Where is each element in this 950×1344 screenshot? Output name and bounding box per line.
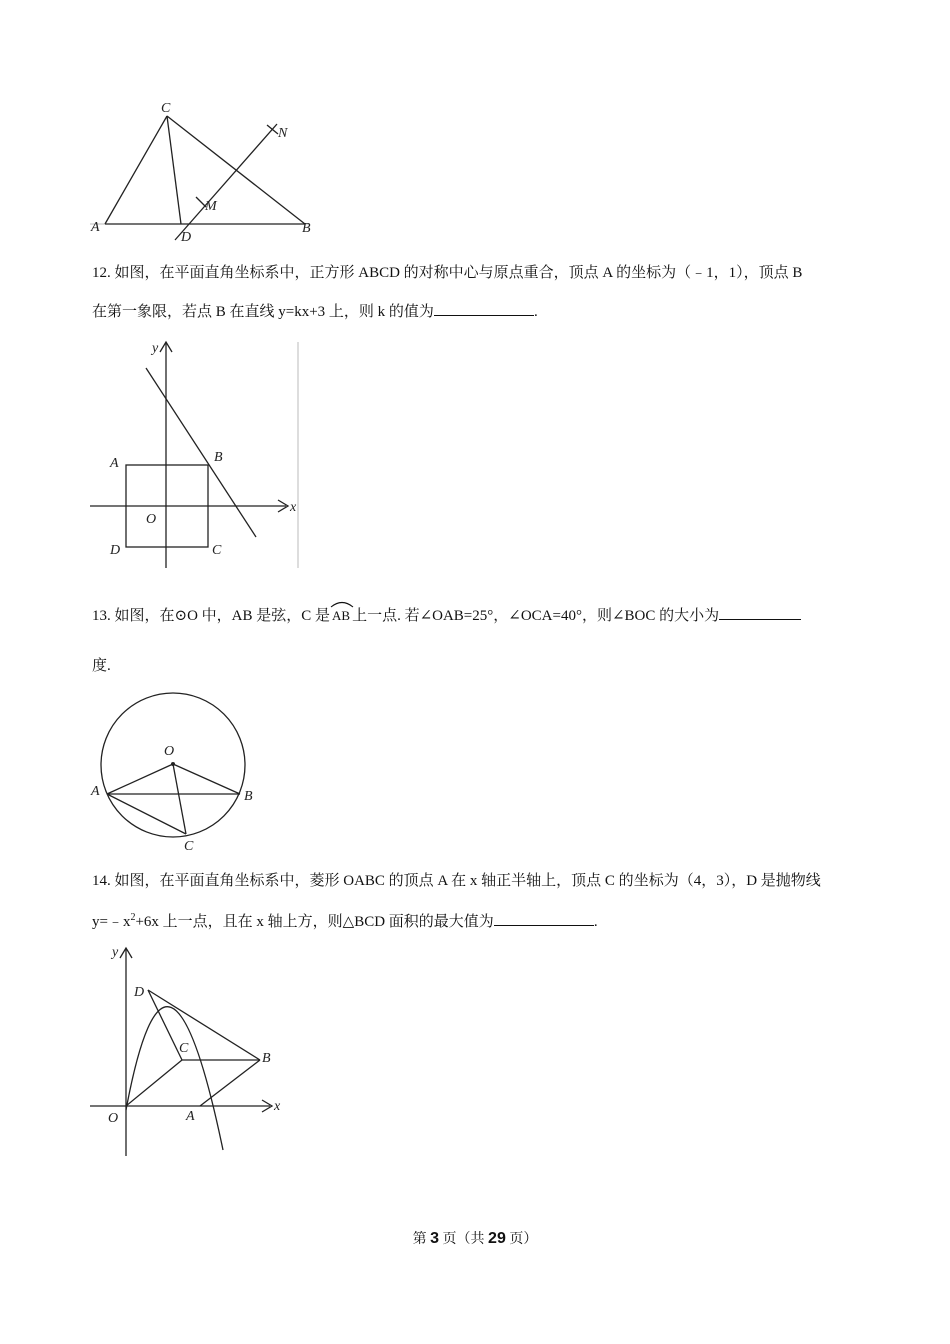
q12-period: . (533, 304, 538, 320)
q12-line2 (92, 300, 538, 322)
label-o: O (146, 512, 157, 527)
q14-text-a: y=﹣x (92, 914, 131, 930)
footer-mid: 页（共 (439, 1232, 489, 1247)
q13-line2: 度. (92, 658, 111, 674)
label-a: A (91, 784, 100, 799)
q14-exponent: 2 (130, 912, 136, 923)
label-o: O (164, 744, 175, 759)
label-c: C (161, 101, 171, 116)
label-b: B (262, 1051, 271, 1066)
figure-q13 (88, 690, 263, 855)
footer-post: 页） (505, 1232, 538, 1247)
label-d: D (134, 985, 145, 1000)
axis-x-label: x (274, 1099, 281, 1114)
label-c: C (179, 1041, 189, 1056)
circle-figure (88, 690, 263, 855)
q14-text-b: +6x 上一点，且在 x 轴上方，则△BCD 面积的最大值为 (135, 914, 494, 930)
figure-q11 (85, 100, 320, 250)
q14-line2 (92, 908, 598, 932)
label-n: N (278, 126, 288, 141)
label-b: B (244, 789, 253, 804)
triangle-figure (85, 100, 320, 250)
label-o: O (108, 1111, 119, 1126)
total-pages: 29 (488, 1230, 506, 1247)
page-footer (0, 1228, 950, 1248)
q12-text: 在第一象限，若点 B 在直线 y=kx+3 上，则 k 的值为 (92, 304, 434, 320)
figure-q14 (88, 940, 288, 1160)
q14-line1: 14. 如图，在平面直角坐标系中，菱形 OABC 的顶点 A 在 x 轴正半轴上，顶点 C 的坐标为（4，3），D 是抛物线 (92, 873, 821, 889)
label-d: D (110, 543, 121, 558)
label-b: B (214, 450, 223, 465)
axis-y-label: y (152, 341, 159, 356)
q13-text-b: 上一点. 若∠OAB=25°，∠OCA=40°，则∠BOC 的大小为 (352, 608, 720, 624)
arc-ab-text: AB (332, 608, 351, 623)
page-number: 3 (430, 1230, 440, 1247)
figure-q12 (88, 338, 303, 573)
label-c: C (212, 543, 222, 558)
axis-y-label: y (112, 945, 119, 960)
label-c: C (184, 839, 194, 854)
label-a: A (91, 220, 100, 235)
q12-answer-blank[interactable] (434, 300, 534, 316)
q12-line1: 12. 如图，在平面直角坐标系中，正方形 ABCD 的对称中心与原点重合，顶点 A 的坐标为（﹣1，1），顶点 B (92, 265, 803, 281)
axis-x-label: x (290, 500, 297, 515)
arc-ab-symbol (330, 606, 352, 626)
label-b: B (302, 221, 311, 236)
q13-text-a: 13. 如图，在⊙O 中，AB 是弦，C 是 (92, 608, 330, 624)
q14-answer-blank[interactable] (494, 910, 594, 926)
square-coordinate-figure (88, 338, 303, 573)
label-a: A (110, 456, 119, 471)
q14-period: . (593, 914, 598, 930)
label-m: M (205, 199, 217, 214)
label-d: D (181, 230, 192, 245)
q13-answer-blank[interactable] (719, 604, 801, 620)
footer-pre: 第 (412, 1232, 431, 1247)
label-a: A (186, 1109, 195, 1124)
q13-line1 (92, 604, 801, 626)
rhombus-parabola-figure (88, 940, 288, 1160)
